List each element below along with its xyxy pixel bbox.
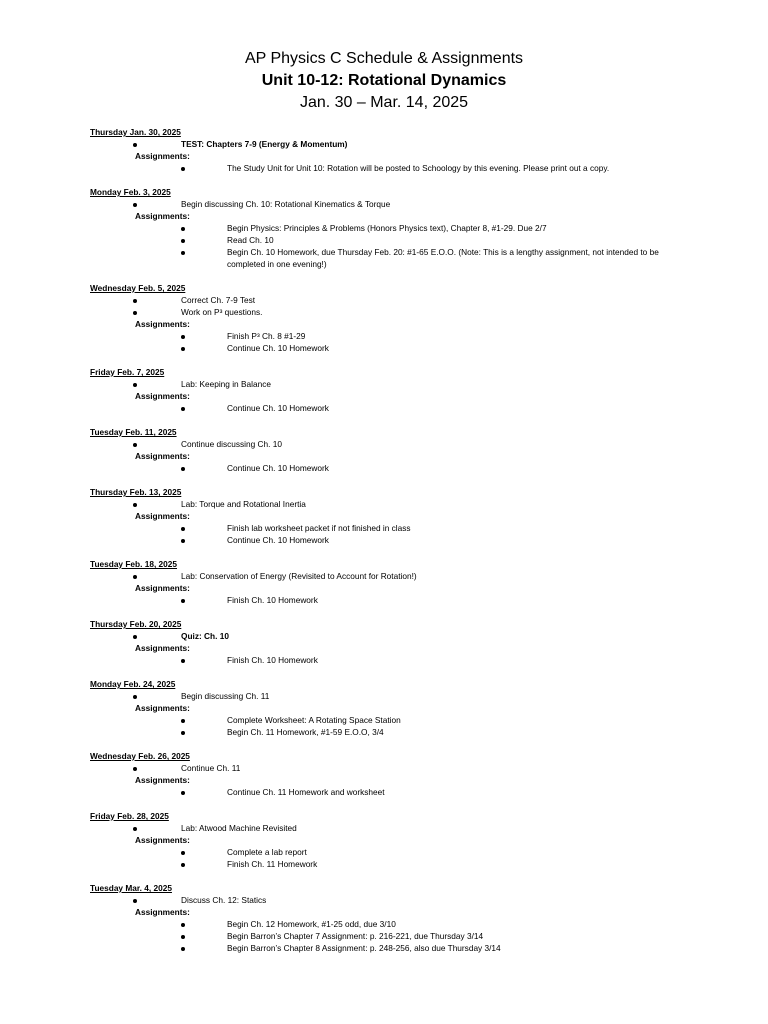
bullet-icon — [133, 498, 143, 510]
assignments-label: Assignments: — [135, 151, 190, 161]
class-activity — [90, 690, 690, 702]
activity-text: Begin discussing Ch. 11 — [181, 691, 270, 701]
activity-text: Lab: Conservation of Energy (Revisited to Account for Rotation!) — [181, 571, 417, 581]
schedule-day — [90, 618, 690, 666]
assignment-text: Finish Ch. 10 Homework — [227, 595, 318, 605]
day-date: Wednesday Feb. 5, 2025 — [90, 283, 186, 293]
bullet-icon — [181, 786, 191, 798]
activity-text: Continue Ch. 11 — [181, 763, 241, 773]
date-range: Jan. 30 – Mar. 14, 2025 — [299, 94, 469, 111]
bullet-icon — [181, 654, 191, 666]
assignment-text: Continue Ch. 10 Homework — [227, 535, 329, 545]
assignments-label: Assignments: — [135, 391, 190, 401]
assignment-text: Continue Ch. 10 Homework — [227, 403, 329, 413]
schedule-day — [90, 486, 690, 546]
assignment-item — [90, 342, 690, 354]
bullet-icon — [181, 222, 191, 234]
bullet-icon — [133, 438, 143, 450]
class-activity — [90, 198, 690, 210]
assignments-label: Assignments: — [135, 583, 190, 593]
assignment-item — [90, 222, 690, 234]
schedule-day — [90, 186, 690, 270]
assignment-item — [90, 234, 690, 246]
assignments-label: Assignments: — [135, 319, 190, 329]
assignment-item — [90, 462, 690, 474]
activity-text: Lab: Keeping in Balance — [181, 379, 271, 389]
assignment-text: Begin Ch. 10 Homework, due Thursday Feb. 20: #1-65 E.O.O. (Note: This is a lengthy assignment, not intended to be completed in one evening!) — [227, 247, 659, 269]
unit-title: Unit 10-12: Rotational Dynamics — [261, 72, 507, 89]
schedule-day — [90, 558, 690, 606]
bullet-icon — [133, 198, 143, 210]
assignment-item — [90, 522, 690, 534]
assignment-item — [90, 654, 690, 666]
activity-text: Continue discussing Ch. 10 — [181, 439, 283, 449]
class-activity — [90, 570, 690, 582]
assignment-text: Finish P³ Ch. 8 #1-29 — [227, 331, 306, 341]
bullet-icon — [133, 762, 143, 774]
day-date: Thursday Feb. 13, 2025 — [90, 487, 182, 497]
schedule-day — [90, 426, 690, 474]
bullet-icon — [181, 594, 191, 606]
bullet-icon — [133, 822, 143, 834]
assignments-label: Assignments: — [135, 643, 190, 653]
class-activity — [90, 630, 690, 642]
bullet-icon — [181, 930, 191, 942]
bullet-icon — [181, 942, 191, 954]
assignments-label: Assignments: — [135, 511, 190, 521]
activity-text: Lab: Atwood Machine Revisited — [181, 823, 297, 833]
day-date: Tuesday Feb. 11, 2025 — [90, 427, 177, 437]
assignment-item — [90, 534, 690, 546]
bullet-icon — [133, 138, 143, 150]
day-date: Thursday Jan. 30, 2025 — [90, 127, 181, 137]
day-date: Monday Feb. 24, 2025 — [90, 679, 176, 689]
bullet-icon — [181, 162, 191, 174]
assignment-text: Begin Ch. 11 Homework, #1-59 E.O.O, 3/4 — [227, 727, 384, 737]
bullet-icon — [181, 858, 191, 870]
bullet-icon — [181, 522, 191, 534]
assignment-text: Begin Barron’s Chapter 8 Assignment: p. 248-256, also due Thursday 3/14 — [227, 943, 501, 953]
assignment-text: Complete Worksheet: A Rotating Space Station — [227, 715, 401, 725]
activity-text: TEST: Chapters 7-9 (Energy & Momentum) — [181, 139, 348, 149]
bullet-icon — [181, 534, 191, 546]
schedule-day — [90, 282, 690, 354]
schedule-day — [90, 126, 690, 174]
bullet-icon — [181, 846, 191, 858]
assignment-item — [90, 162, 690, 174]
assignment-item — [90, 858, 690, 870]
assignment-item — [90, 918, 690, 930]
assignment-text: Continue Ch. 10 Homework — [227, 343, 329, 353]
day-date: Thursday Feb. 20, 2025 — [90, 619, 182, 629]
assignment-text: Begin Barron’s Chapter 7 Assignment: p. 216-221, due Thursday 3/14 — [227, 931, 484, 941]
schedule-day — [90, 882, 690, 954]
class-activity — [90, 894, 690, 906]
day-date: Wednesday Feb. 26, 2025 — [90, 751, 190, 761]
assignment-item — [90, 714, 690, 726]
assignment-item — [90, 402, 690, 414]
day-date: Friday Feb. 28, 2025 — [90, 811, 169, 821]
assignments-label: Assignments: — [135, 835, 190, 845]
assignment-text: Read Ch. 10 — [227, 235, 274, 245]
activity-text: Discuss Ch. 12: Statics — [181, 895, 267, 905]
schedule-day — [90, 810, 690, 870]
assignment-item — [90, 942, 690, 954]
activity-text: Work on P³ questions. — [181, 307, 263, 317]
activity-text: Correct Ch. 7-9 Test — [181, 295, 256, 305]
schedule-day — [90, 678, 690, 738]
bullet-icon — [181, 342, 191, 354]
activity-text: Begin discussing Ch. 10: Rotational Kinematics & Torque — [181, 199, 391, 209]
assignment-text: Finish Ch. 10 Homework — [227, 655, 318, 665]
class-activity — [90, 822, 690, 834]
bullet-icon — [181, 714, 191, 726]
bullet-icon — [133, 690, 143, 702]
schedule-day — [90, 366, 690, 414]
bullet-icon — [181, 402, 191, 414]
class-activity — [90, 306, 690, 318]
assignment-item — [90, 330, 690, 342]
bullet-icon — [133, 630, 143, 642]
class-activity — [90, 438, 690, 450]
assignments-label: Assignments: — [135, 451, 190, 461]
assignment-text: Continue Ch. 10 Homework — [227, 463, 329, 473]
day-date: Tuesday Feb. 18, 2025 — [90, 559, 178, 569]
assignment-item — [90, 246, 690, 270]
course-title: AP Physics C Schedule & Assignments — [244, 50, 524, 67]
assignments-label: Assignments: — [135, 211, 190, 221]
bullet-icon — [133, 894, 143, 906]
assignment-item — [90, 846, 690, 858]
class-activity — [90, 762, 690, 774]
bullet-icon — [133, 306, 143, 318]
bullet-icon — [181, 462, 191, 474]
bullet-icon — [181, 234, 191, 246]
assignments-label: Assignments: — [135, 703, 190, 713]
day-date: Monday Feb. 3, 2025 — [90, 187, 171, 197]
bullet-icon — [181, 918, 191, 930]
assignments-label: Assignments: — [135, 775, 190, 785]
day-date: Tuesday Mar. 4, 2025 — [90, 883, 172, 893]
bullet-icon — [133, 294, 143, 306]
assignments-label: Assignments: — [135, 907, 190, 917]
bullet-icon — [181, 246, 191, 258]
class-activity — [90, 498, 690, 510]
bullet-icon — [181, 330, 191, 342]
class-activity — [90, 378, 690, 390]
bullet-icon — [133, 378, 143, 390]
activity-text: Quiz: Ch. 10 — [181, 631, 229, 641]
assignment-item — [90, 786, 690, 798]
bullet-icon — [181, 726, 191, 738]
activity-text: Lab: Torque and Rotational Inertia — [181, 499, 306, 509]
bullet-icon — [133, 570, 143, 582]
assignment-text: Begin Ch. 12 Homework, #1-25 odd, due 3/10 — [227, 919, 396, 929]
assignment-text: Continue Ch. 11 Homework and worksheet — [227, 787, 385, 797]
assignment-item — [90, 930, 690, 942]
schedule-day — [90, 750, 690, 798]
assignment-item — [90, 726, 690, 738]
assignment-text: Begin Physics: Principles & Problems (Honors Physics text), Chapter 8, #1-29. Due 2/7 — [227, 223, 547, 233]
class-activity — [90, 138, 690, 150]
schedule-list — [90, 126, 690, 966]
assignment-text: Finish Ch. 11 Homework — [227, 859, 318, 869]
assignment-text: The Study Unit for Unit 10: Rotation will be posted to Schoology by this evening. Please print out a copy. — [227, 163, 610, 173]
assignment-text: Complete a lab report — [227, 847, 307, 857]
day-date: Friday Feb. 7, 2025 — [90, 367, 165, 377]
assignment-text: Finish lab worksheet packet if not finished in class — [227, 523, 411, 533]
class-activity — [90, 294, 690, 306]
assignment-item — [90, 594, 690, 606]
